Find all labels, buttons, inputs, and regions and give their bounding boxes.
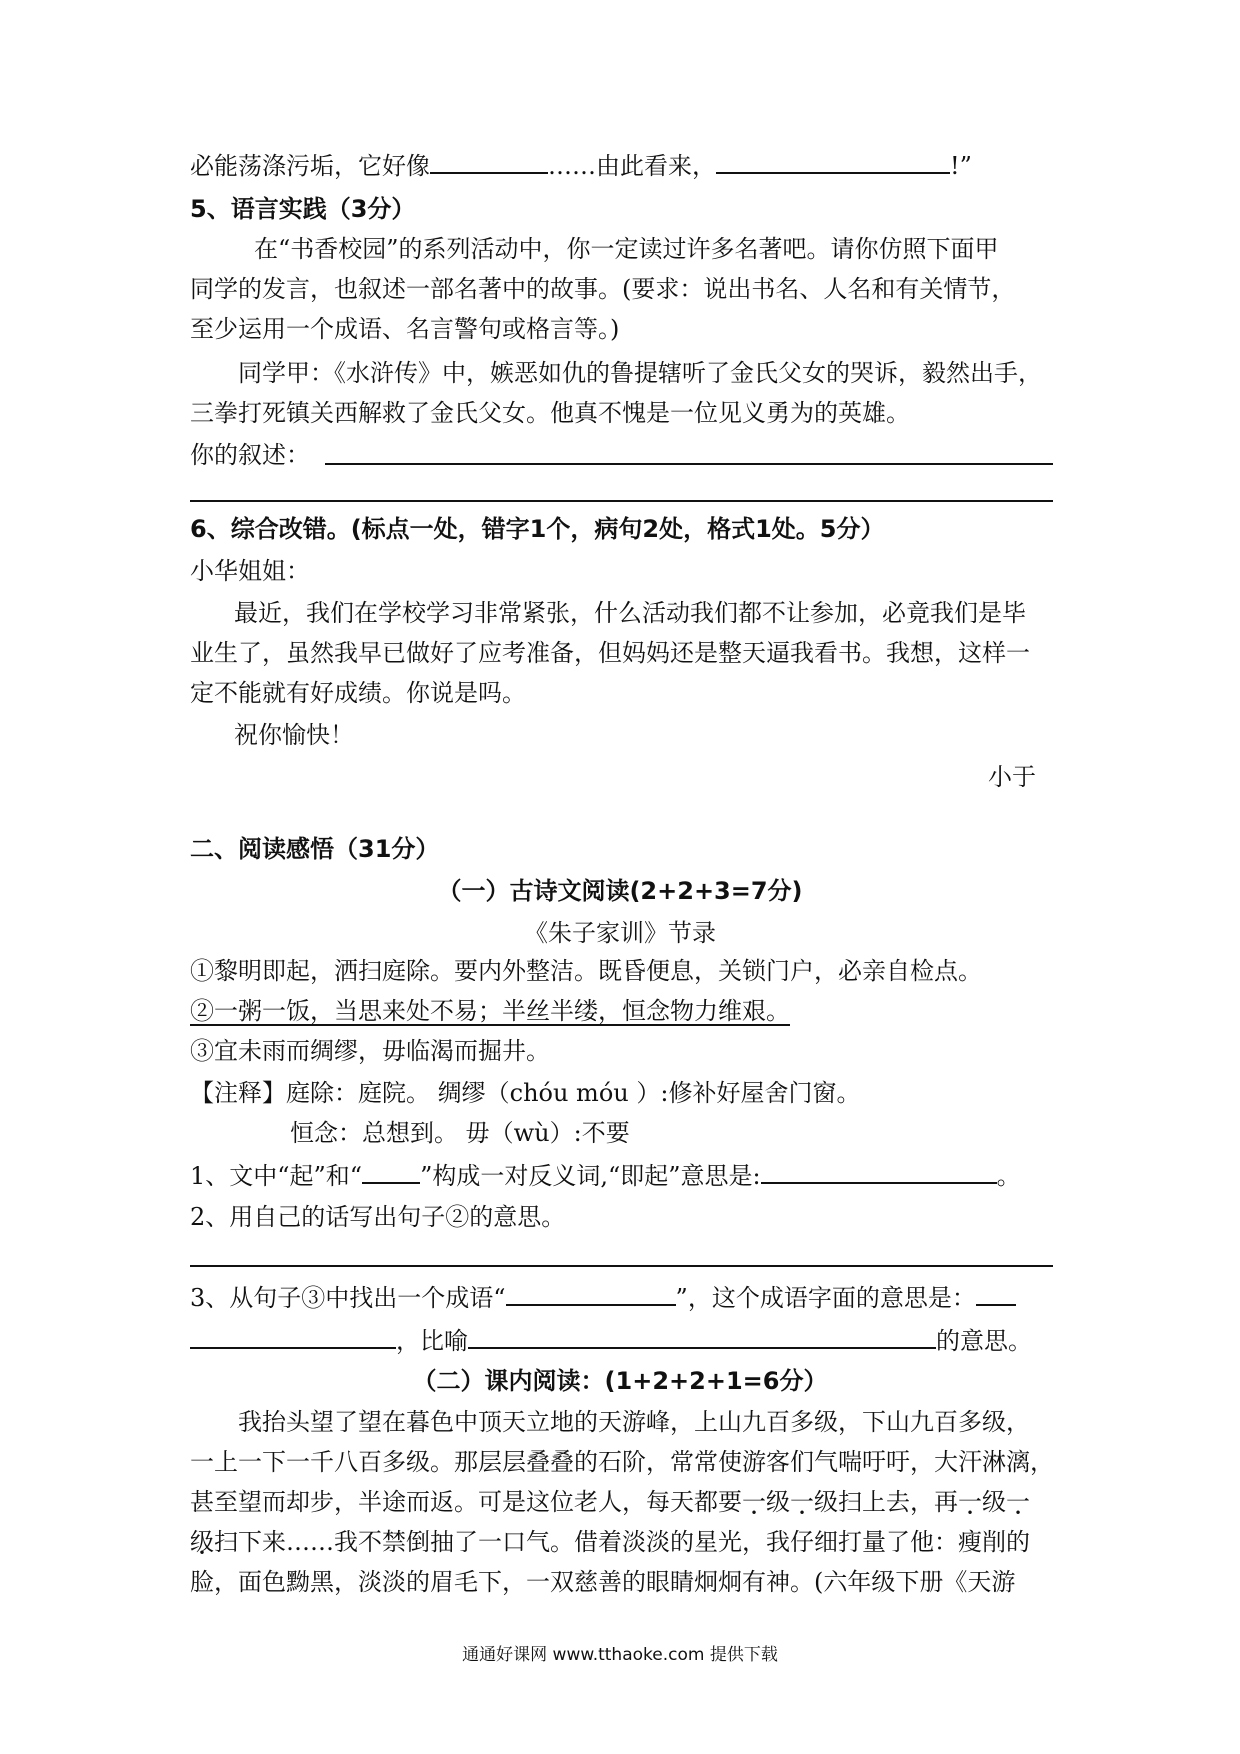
answer-blank[interactable] — [716, 148, 950, 174]
q5-paragraph: 同学的发言，也叙述一部名著中的故事。(要求：说出书名、人名和有关情节， — [190, 275, 1016, 303]
sentence-3: ③宜未雨而绸缪，毋临渴而掘井。 — [190, 1037, 550, 1065]
reading-line: 我抬头望了望在暮色中顶天立地的天游峰，上山九百多级，下山九百多级， — [238, 1408, 1030, 1436]
text: 。 — [996, 1162, 1021, 1190]
q6-body: 最近，我们在学校学习非常紧张，什么活动我们都不让参加，必竟我们是毕 — [234, 599, 1026, 627]
answer-line[interactable] — [190, 1265, 1053, 1267]
text: 的意思。 — [936, 1327, 1032, 1355]
answer-line[interactable] — [190, 500, 1053, 502]
q6-title: 6、综合改错。(标点一处，错字1个，病句2处，格式1处。5分） — [190, 515, 885, 543]
question-1 — [190, 1158, 1021, 1193]
text: ”，这个成语字面的意思是： — [675, 1284, 976, 1312]
dotted-char: 一 — [958, 1488, 982, 1516]
text-title: 《朱子家训》节录 — [524, 919, 716, 947]
dotted-char: 一 — [742, 1488, 766, 1516]
question-3-cont — [190, 1323, 1032, 1358]
reading-line: 脸，面色黝黑，淡淡的眉毛下，一双慈善的眼睛炯炯有神。(六年级下册《天游 — [190, 1568, 1016, 1596]
q6-greeting: 小华姐姐： — [190, 557, 310, 585]
answer-blank[interactable] — [761, 1158, 997, 1184]
answer-blank[interactable] — [430, 148, 548, 174]
text: 级 — [766, 1488, 790, 1516]
q5-title: 5、语言实践（3分） — [190, 195, 416, 223]
reading-line: 一上一下一千八百多级。那层层叠叠的石阶，常常使游客们气喘吁吁，大汗淋漓， — [190, 1448, 1054, 1476]
sentence-2: ②一粥一饭，当思来处不易；半丝半缕，恒念物力维艰。 — [190, 997, 790, 1025]
text: 扫下来……我不禁倒抽了一口气。借着淡淡的星光，我仔细打量了他：瘦削的 — [214, 1528, 1030, 1556]
sentence-1: ①黎明即起，洒扫庭除。要内外整洁。既昏便息，关锁门户，必亲自检点。 — [190, 957, 982, 985]
text: ，比喻 — [396, 1327, 468, 1355]
q6-wish: 祝你愉快！ — [234, 721, 354, 749]
q6-body: 业生了，虽然我早已做好了应考准备，但妈妈还是整天逼我看书。我想，这样一 — [190, 639, 1030, 667]
subsection-title: （二）课内阅读：(1+2+2+1=6分） — [412, 1367, 828, 1395]
answer-blank[interactable] — [190, 1323, 396, 1349]
subsection-title: （一）古诗文阅读(2+2+3=7分) — [437, 877, 803, 905]
section-title: 二、阅读感悟（31分） — [190, 835, 440, 863]
q5-your-label: 你的叙述： — [190, 441, 310, 469]
reading-line — [190, 1485, 1030, 1519]
text: 3、从句子③中找出一个成语“ — [190, 1284, 506, 1312]
page-footer: 通通好课网 www.tthaoke.com 提供下载 — [462, 1645, 778, 1665]
q5-example: 三拳打死镇关西解救了金氏父女。他真不愧是一位见义勇为的英雄。 — [190, 399, 910, 427]
answer-line[interactable] — [325, 463, 1053, 465]
dotted-char: 级 — [190, 1528, 214, 1556]
q5-example: 同学甲：《水浒传》中，嫉恶如仇的鲁提辖听了金氏父女的哭诉，毅然出手， — [238, 359, 1042, 387]
q5-paragraph: 在“书香校园”的系列活动中，你一定读过许多名著吧。请你仿照下面甲 — [254, 235, 999, 263]
dotted-char: 一 — [790, 1488, 814, 1516]
dotted-char: 一 — [1006, 1488, 1030, 1516]
text: 甚至望而却步，半途而返。可是这位老人，每天都要 — [190, 1488, 742, 1516]
reading-line — [190, 1525, 1030, 1559]
question-2: 2、用自己的话写出句子②的意思。 — [190, 1203, 566, 1231]
text: 必能荡涤污垢，它好像 — [190, 152, 430, 180]
answer-blank[interactable] — [506, 1280, 676, 1306]
continuation-line — [190, 148, 972, 183]
text: 级 — [982, 1488, 1006, 1516]
text: ”构成一对反义词,“即起”意思是: — [420, 1162, 761, 1190]
q6-body: 定不能就有好成绩。你说是吗。 — [190, 679, 526, 707]
note-1: 【注释】庭除：庭院。 绸缪（chóu móu ）:修补好屋舍门窗。 — [190, 1079, 861, 1107]
q6-signature: 小于 — [988, 763, 1036, 791]
answer-blank[interactable] — [976, 1280, 1016, 1306]
text: ……由此看来， — [548, 152, 716, 180]
note-2: 恒念：总想到。 毋（wù）:不要 — [290, 1119, 630, 1147]
answer-blank[interactable] — [362, 1158, 420, 1184]
text: 级扫上去，再 — [814, 1488, 958, 1516]
q5-paragraph: 至少运用一个成语、名言警句或格言等。) — [190, 315, 620, 343]
text: !” — [950, 152, 972, 180]
question-3 — [190, 1280, 1016, 1315]
text: 1、文中“起”和“ — [190, 1162, 363, 1190]
answer-blank[interactable] — [468, 1323, 936, 1349]
